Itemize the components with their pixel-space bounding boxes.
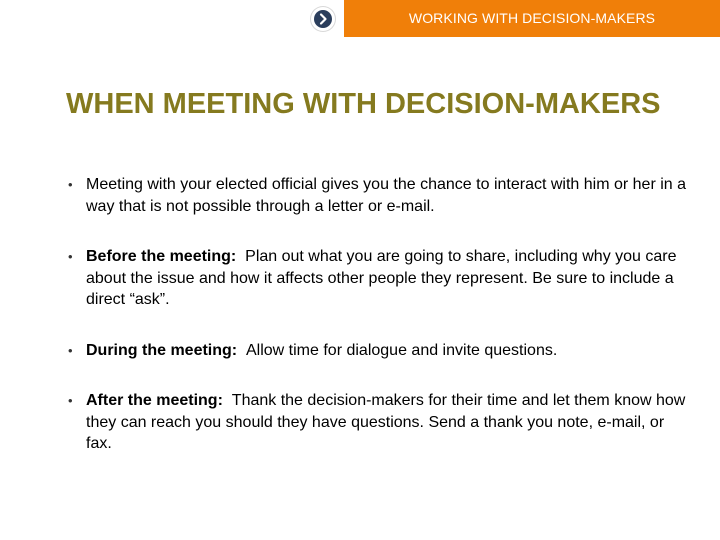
bullet-text: Thank the decision-makers for their time and let them know how they can reach you should they have questions. Send a thank you note, e-mail, or fax. <box>86 392 686 452</box>
bullet-marker: • <box>68 177 73 192</box>
bullet-item <box>66 174 686 217</box>
bullet-lead: After the meeting: <box>86 392 223 409</box>
bullet-marker: • <box>68 393 73 408</box>
chevron-right-icon[interactable] <box>311 7 335 31</box>
header-band <box>344 0 720 37</box>
bullet-item <box>66 390 686 455</box>
bullet-text: Plan out what you are going to share, including why you care about the issue and how it affects other people they represent. Be sure to include a direct “ask”. <box>86 248 677 308</box>
slide-title: WHEN MEETING WITH DECISION-MAKERS <box>66 88 661 120</box>
bullet-lead: During the meeting: <box>86 341 238 359</box>
bullet-item <box>66 340 686 362</box>
bullet-marker: • <box>68 249 73 264</box>
bullet-marker: • <box>68 342 73 358</box>
header-title: WORKING WITH DECISION-MAKERS <box>408 10 656 26</box>
bullet-text: Allow time for dialogue and invite questions. <box>246 341 558 359</box>
bullet-text: Meeting with your elected official gives you the chance to interact with him or her in a way that is not possible through a letter or e-mail. <box>86 176 687 215</box>
bullet-list <box>66 174 686 455</box>
bullet-item <box>66 246 686 311</box>
bullet-lead: Before the meeting: <box>86 248 237 265</box>
